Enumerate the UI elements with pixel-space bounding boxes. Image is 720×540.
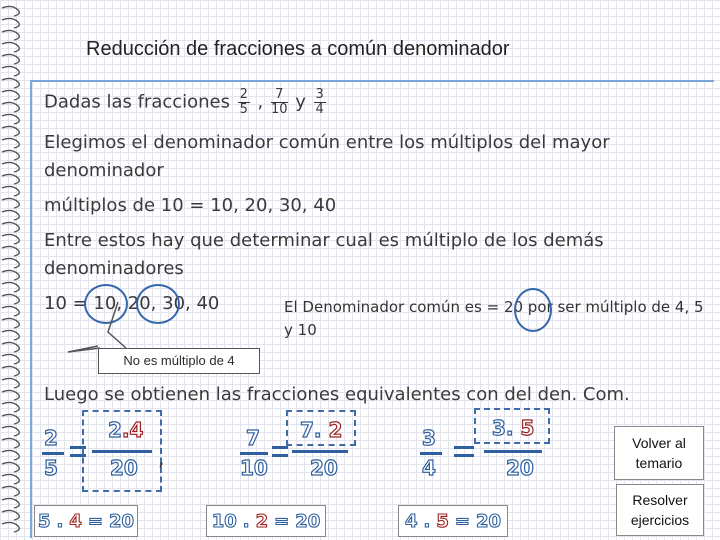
fraction-2-5 (238, 88, 250, 117)
fraction-b-result-numerator: 7. 2 (300, 418, 343, 442)
fraction-a-numerator: 2 (44, 426, 58, 450)
separator-comma: , (158, 446, 165, 470)
fraction-denominator: 5 (239, 102, 248, 117)
fraction-denominator: 10 (270, 102, 288, 117)
fraction-numerator: 3 (315, 87, 324, 102)
fraction-bar (292, 450, 348, 453)
intro-prefix: Dadas las fracciones (44, 91, 231, 113)
product-4x5: 4 . 5 = 20 (398, 505, 508, 537)
fraction-c-numerator: 3 (422, 426, 436, 450)
fraction-3-4 (314, 88, 326, 117)
highlight-circle (514, 288, 552, 332)
separator-comma: , (257, 91, 264, 113)
fraction-numerator: 7 (275, 87, 284, 102)
fraction-c-result-numerator: 3. 5 (492, 416, 535, 440)
fraction-bar (42, 452, 64, 455)
notebook-spiral (0, 0, 30, 540)
fraction-a-result-denominator: 20 (110, 456, 138, 480)
fraction-c-result-denominator: 20 (506, 456, 534, 480)
product-5x4: 5 . 4 = 20 (34, 505, 138, 537)
fraction-numerator: 2 (239, 87, 248, 102)
fraction-bar (92, 450, 152, 453)
equivalent-intro: Luego se obtienen las fracciones equivalentes con del den. Com. (44, 384, 630, 405)
fraction-bar (420, 452, 442, 455)
fraction-bar (240, 452, 268, 455)
highlight-circle (136, 284, 180, 324)
fraction-b-result-denominator: 20 (310, 456, 338, 480)
fraction-a-denominator: 5 (44, 456, 58, 480)
fraction-b-numerator: 7 (246, 426, 260, 450)
fraction-c-denominator: 4 (422, 456, 436, 480)
solve-exercises-button[interactable]: Resolver ejercicios (616, 484, 704, 536)
fraction-bar (484, 450, 542, 453)
separator-y: y (295, 91, 306, 113)
back-to-syllabus-button[interactable]: Volver al temario (614, 426, 704, 480)
common-denominator-note: El Denominador común es = 20 por ser múltiplo de 4, 5 y 10 (284, 298, 704, 339)
fraction-denominator: 4 (315, 102, 324, 117)
page-title: Reducción de fracciones a común denominador (86, 38, 510, 60)
multiples-list: 10 = 10, 20, 30, 40 (44, 293, 220, 314)
product-10x2: 10 . 2 = 20 (206, 505, 326, 537)
fraction-a-result-numerator: 2.4 (108, 418, 144, 442)
fraction-b-denominator: 10 (240, 456, 268, 480)
text-line: Entre estos hay que determinar cual es múltiplo de los demás (44, 230, 604, 251)
text-line: denominador (44, 160, 164, 181)
text-line: Elegimos el denominador común entre los múltiplos del mayor (44, 132, 610, 153)
multiples-line: múltiplos de 10 = 10, 20, 30, 40 (44, 195, 337, 216)
callout-not-multiple: No es múltiplo de 4 (98, 348, 260, 374)
text-line: denominadores (44, 258, 184, 279)
fraction-7-10 (271, 88, 288, 117)
intro-line (44, 88, 328, 117)
